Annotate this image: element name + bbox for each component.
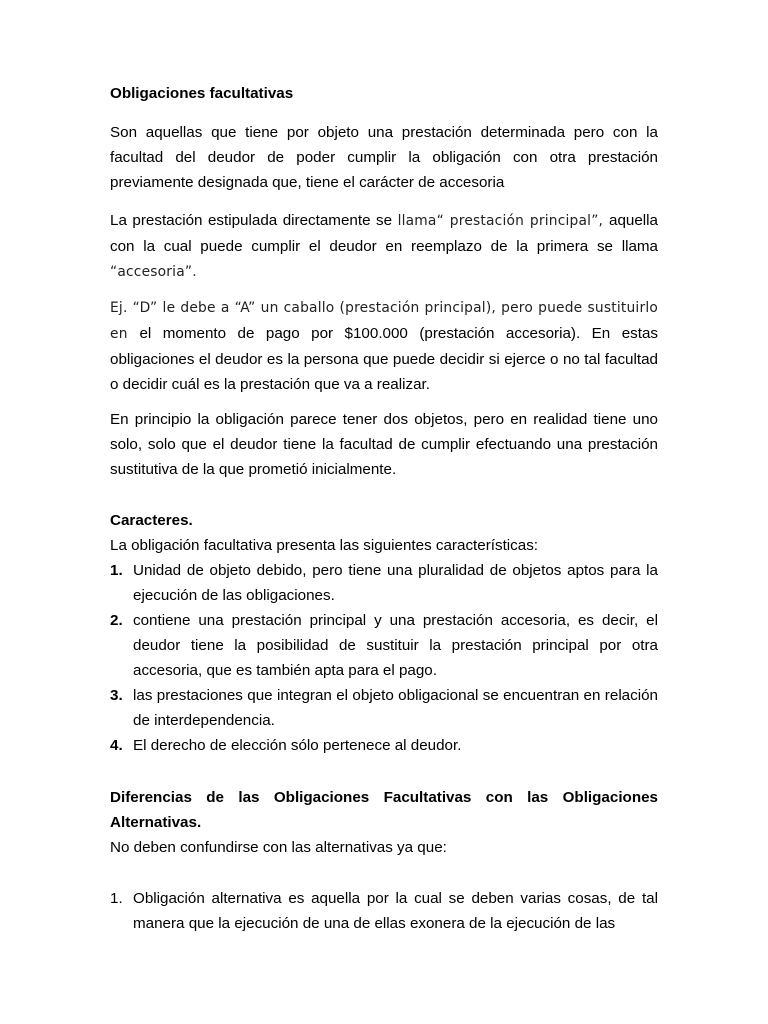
list-item bbox=[110, 886, 658, 936]
item-text: Unidad de objeto debido, pero tiene una pluralidad de objetos aptos para la ejecución de las obligaciones. bbox=[133, 562, 658, 604]
caracteres-intro: La obligación facultativa presenta las siguientes características: bbox=[110, 537, 539, 554]
item-text: contiene una prestación principal y una prestación accesoria, es decir, el deudor tiene la posibilidad de sustituir la prestación principal por otra accesoria, que es también apta para el pago. bbox=[133, 612, 658, 679]
item-text: Obligación alternativa es aquella por la cual se deben varias cosas, de tal manera que la ejecución de una de ellas exonera de la ejecución de las bbox=[133, 890, 658, 932]
paragraph-principio: En principio la obligación parece tener dos objetos, pero en realidad tiene uno solo, solo que el deudor tiene la facultad de cumplir efectuando una prestación sustitutiva de la que prometió inicialmente. bbox=[110, 411, 658, 478]
caracteres-list bbox=[110, 558, 658, 758]
p2-part-b: llama“ prestación principal”, bbox=[397, 213, 610, 229]
list-item bbox=[110, 558, 658, 608]
diferencias-intro: No deben confundirse con las alternativas ya que: bbox=[110, 839, 447, 856]
paragraph-example bbox=[110, 295, 658, 397]
item-text: las prestaciones que integran el objeto obligacional se encuentran en relación de interdependencia. bbox=[133, 687, 658, 729]
heading-diferencias: Diferencias de las Obligaciones Facultativas con las Obligaciones Alternativas. bbox=[110, 789, 658, 831]
list-item bbox=[110, 683, 658, 733]
item-number: 1. bbox=[110, 562, 123, 579]
item-number: 1. bbox=[110, 890, 123, 907]
p2-part-c: aquella con la cual puede cumplir el deudor en reemplazo de la primera se llama bbox=[110, 212, 658, 255]
p2-part-a: La prestación estipulada directamente se bbox=[110, 212, 398, 229]
p2-part-d: “accesoria”. bbox=[110, 264, 197, 280]
item-number: 4. bbox=[110, 737, 123, 754]
item-number: 2. bbox=[110, 612, 123, 629]
paragraph-prestacion-principal bbox=[110, 208, 658, 285]
p3-part-a: Ej. “D” le debe a “A” un caballo (prestación principal), pero puede sustituirlo en bbox=[110, 300, 658, 342]
item-number: 3. bbox=[110, 687, 123, 704]
item-text: El derecho de elección sólo pertenece al deudor. bbox=[133, 737, 462, 754]
list-item bbox=[110, 733, 658, 758]
p3-part-b: el momento de pago por $100.000 (prestación accesoria). En estas obligaciones el deudor es la persona que puede decidir si ejerce o no tal facultad o decidir cuál es la prestación que va a realizar. bbox=[110, 325, 658, 393]
list-item bbox=[110, 608, 658, 683]
heading-obligaciones-facultativas: Obligaciones facultativas bbox=[110, 85, 294, 102]
diferencias-list bbox=[110, 886, 658, 936]
paragraph-definition: Son aquellas que tiene por objeto una prestación determinada pero con la facultad del deudor de poder cumplir la obligación con otra prestación previamente designada que, tiene el carácter de accesoria bbox=[110, 124, 658, 191]
heading-caracteres: Caracteres. bbox=[110, 512, 193, 529]
